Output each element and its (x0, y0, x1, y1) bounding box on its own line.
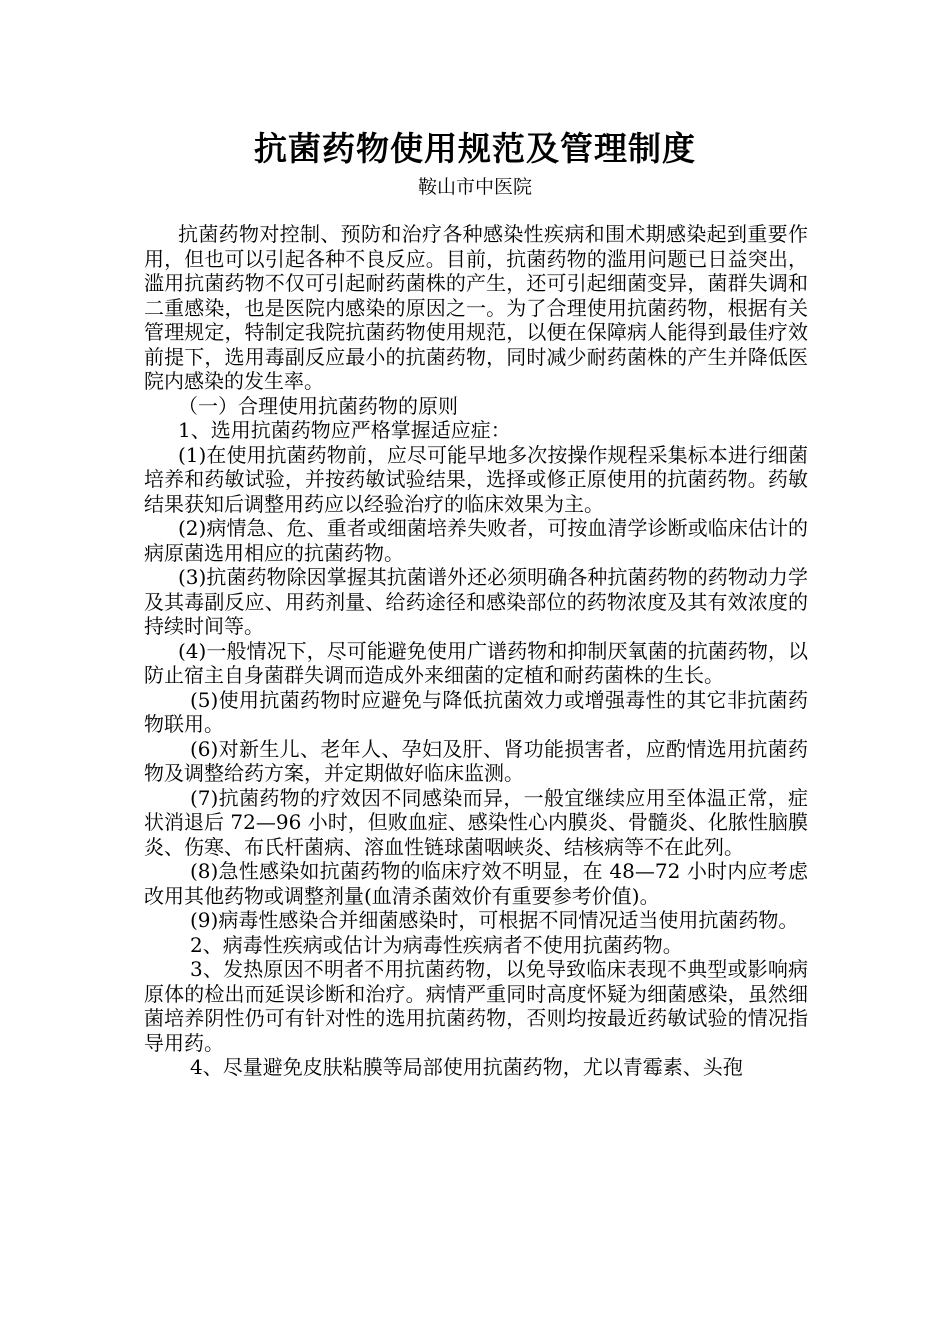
body-paragraph: 2、病毒性疾病或估计为病毒性疾病者不使用抗菌药物。 (190, 932, 683, 957)
body-paragraph: (9)病毒性感染合并细菌感染时，可根据不同情况适当使用抗菌药物。 (190, 908, 799, 932)
document-subtitle: 鞍山市中医院 (417, 176, 532, 198)
body-paragraph: （一）合理使用抗菌药物的原则 (178, 393, 458, 418)
body-paragraph: (6)对新生儿、老年人、孕妇及肝、肾功能损害者，应酌情选用抗菌药物及调整给药方案，并定期做好临床监测。 (144, 736, 808, 785)
body-paragraph: 1、选用抗菌药物应严格掌握适应症： (178, 418, 511, 442)
body-paragraph: (2)病情急、危、重者或细菌培养失败者，可按血清学诊断或临床估计的病原菌选用相应的抗菌药物。 (144, 516, 808, 565)
body-paragraph: (3)抗菌药物除因掌握其抗菌谱外还必须明确各种抗菌药物的药物动力学及其毒副反应、用药剂量、给药途径和感染部位的药物浓度及其有效浓度的持续时间等。 (144, 565, 808, 638)
body-paragraph: (1)在使用抗菌药物前，应尽可能早地多次按操作规程采集标本进行细菌培养和药敏试验，并按药敏试验结果，选择或修正原使用的抗菌药物。药敏结果获知后调整用药应以经验治疗的临床效果为主。 (144, 442, 808, 516)
body-paragraph: (5)使用抗菌药物时应避免与降低抗菌效力或增强毒性的其它非抗菌药物联用。 (144, 687, 808, 736)
body-paragraph: 3、发热原因不明者不用抗菌药物，以免导致临床表现不典型或影响病原体的检出而延误诊断和治疗。病情严重同时高度怀疑为细菌感染，虽然细菌培养阴性仍可有针对性的选用抗菌药物，否则均按最近药敏试验的情况指导用药。 (144, 957, 808, 1055)
body-paragraph: (4)一般情况下，尽可能避免使用广谱药物和抑制厌氧菌的抗菌药物，以防止宿主自身菌群失调而造成外来细菌的定植和耐药菌株的生长。 (144, 638, 808, 687)
body-paragraph: (7)抗菌药物的疗效因不同感染而异，一般宜继续应用至体温正常，症状消退后 72—96 小时，但败血症、感染性心内膜炎、骨髓炎、化脓性脑膜炎、伤寒、布氏杆菌病、溶血性链球菌咽峡炎、结核病等不在此列。 (144, 785, 808, 859)
document-title: 抗菌药物使用规范及管理制度 (254, 129, 696, 168)
document-body (144, 222, 808, 1080)
body-paragraph: (8)急性感染如抗菌药物的临床疗效不明显，在 48—72 小时内应考虑改用其他药物或调整剂量(血清杀菌效价有重要参考价值)。 (144, 859, 808, 908)
body-paragraph: 4、尽量避免皮肤粘膜等局部使用抗菌药物，尤以青霉素、头孢 (190, 1055, 743, 1079)
body-paragraph: 抗菌药物对控制、预防和治疗各种感染性疾病和围术期感染起到重要作用，但也可以引起各种不良反应。目前，抗菌药物的滥用问题已日益突出，滥用抗菌药物不仅可引起耐药菌株的产生，还可引起细菌变异，菌群失调和二重感染，也是医院内感染的原因之一。为了合理使用抗菌药物，根据有关管理规定，特制定我院抗菌药物使用规范，以便在保障病人能得到最佳疗效前提下，选用毒副反应最小的抗菌药物，同时减少耐药菌株的产生并降低医院内感染的发生率。 (144, 222, 808, 393)
